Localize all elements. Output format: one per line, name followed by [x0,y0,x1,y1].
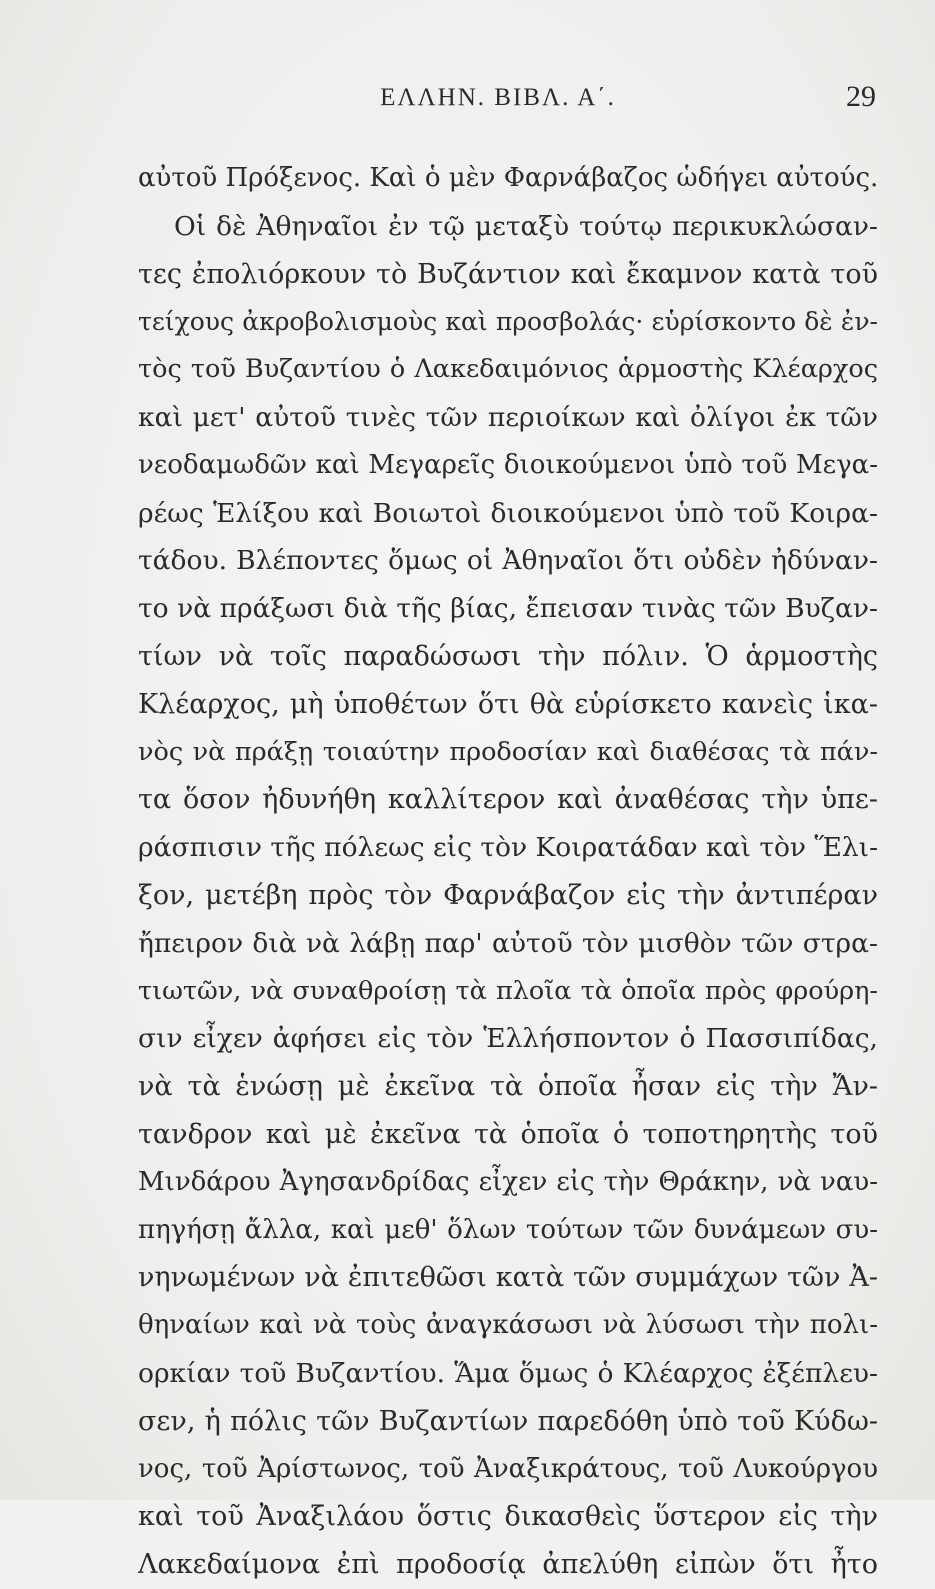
text-line: Οἱ δὲ Ἀθηναῖοι ἐν τῷ μεταξὺ τούτῳ περικυκλώσαν- [174,210,878,242]
text-line: τανδρον καὶ μὲ ἐκεῖνα τὰ ὁποῖα ὁ τοποτηρητὴς τοῦ [138,1118,878,1150]
text-line: θηναίων καὶ νὰ τοὺς ἀναγκάσωσι νὰ λύσωσι τὴν πολι- [138,1310,878,1341]
text-line: νὰ τὰ ἑνώσῃ μὲ ἐκεῖνα τὰ ὁποῖα ἦσαν εἰς τὴν Ἄν- [138,1071,878,1103]
text-line: ρέως Ἑλίξου καὶ Βοιωτοὶ διοικούμενοι ὑπὸ τοῦ Κοιρα- [138,497,878,529]
text-line: ράσπισιν τῆς πόλεως εἰς τὸν Κοιρατάδαν καὶ τὸν Ἕλι- [138,832,878,864]
text-line: Κλέαρχος, μὴ ὑποθέτων ὅτι θὰ εὑρίσκετο κανεὶς ἱκα- [138,688,878,720]
text-line: τάδου. Βλέποντες ὅμως οἱ Ἀθηναῖοι ὅτι οὐδὲν ἠδύναν- [138,545,878,577]
text-line: νος, τοῦ Ἀρίστωνος, τοῦ Ἀναξικράτους, τοῦ Λυκούργου [138,1453,878,1484]
text-line: σεν, ἡ πόλις τῶν Βυζαντίων παρεδόθη ὑπὸ τοῦ Κύδω- [138,1405,878,1437]
text-line: τες ἐπολιόρκουν τὸ Βυζάντιον καὶ ἔκαμνον κατὰ τοῦ [138,258,878,290]
text-line: ορκίαν τοῦ Βυζαντίου. Ἅμα ὅμως ὁ Κλέαρχος ἐξέπλευ- [138,1357,878,1389]
page-number: 29 [846,80,876,113]
text-line: νὸς νὰ πράξῃ τοιαύτην προδοσίαν καὶ διαθέσας τὰ πάν- [138,736,878,767]
text-line: καὶ μετ' αὐτοῦ τινὲς τῶν περιοίκων καὶ ὀλίγοι ἐκ τῶν [138,401,878,433]
text-line: τείχους ἀκροβολισμοὺς καὶ προσβολάς· εὑρίσκοντο δὲ ἐν- [138,307,878,337]
text-line: το νὰ πράξωσι διὰ τῆς βίας, ἔπεισαν τινὰς τῶν Βυζαν- [138,593,878,625]
page-header [138,80,878,120]
text-line: Μινδάρου Ἀγησανδρίδας εἶχεν εἰς τὴν Θράκην, νὰ ναυ- [138,1166,878,1197]
running-head: ΕΛΛΗΝ. ΒΙΒΛ. Α΄. [380,84,616,111]
text-line: καὶ τοῦ Ἀναξιλάου ὅστις δικασθεὶς ὕστερον εἰς τὴν [138,1501,878,1533]
text-line: τίων νὰ τοῖς παραδώσωσι τὴν πόλιν. Ὁ ἁρμοστὴς [138,640,878,672]
text-line: Λακεδαίμονα ἐπὶ προδοσίᾳ ἀπελύθη εἰπὼν ὅτι ἦτο [138,1549,878,1581]
text-line: αὐτοῦ Πρόξενος. Καὶ ὁ μὲν Φαρνάβαζος ὡδήγει αὐτούς. [138,163,878,193]
text-line: σιν εἶχεν ἀφήσει εἰς τὸν Ἑλλήσποντον ὁ Πασσιπίδας, [138,1023,878,1055]
text-line: νηνωμένων νὰ ἐπιτεθῶσι κατὰ τῶν συμμάχων τῶν Ἀ- [138,1262,878,1294]
body-text [138,155,878,1589]
text-line: τὸς τοῦ Βυζαντίου ὁ Λακεδαιμόνιος ἁρμοστὴς Κλέαρχος [138,354,878,385]
text-line: ξον, μετέβη πρὸς τὸν Φαρνάβαζον εἰς τὴν ἀντιπέραν [138,879,878,911]
text-line: τα ὅσον ἠδυνήθη καλλίτερον καὶ ἀναθέσας τὴν ὑπε- [138,784,878,816]
text-line: τιωτῶν, νὰ συναθροίσῃ τὰ πλοῖα τὰ ὁποῖα πρὸς φρούρη- [138,975,878,1006]
text-line: ἤπειρον διὰ νὰ λάβῃ παρ' αὐτοῦ τὸν μισθὸν τῶν στρα- [138,927,878,959]
text-line: πηγήσῃ ἄλλα, καὶ μεθ' ὅλων τούτων τῶν δυνάμεων συ- [138,1214,878,1245]
text-line: νεοδαμωδῶν καὶ Μεγαρεῖς διοικούμενοι ὑπὸ τοῦ Μεγα- [138,449,878,480]
